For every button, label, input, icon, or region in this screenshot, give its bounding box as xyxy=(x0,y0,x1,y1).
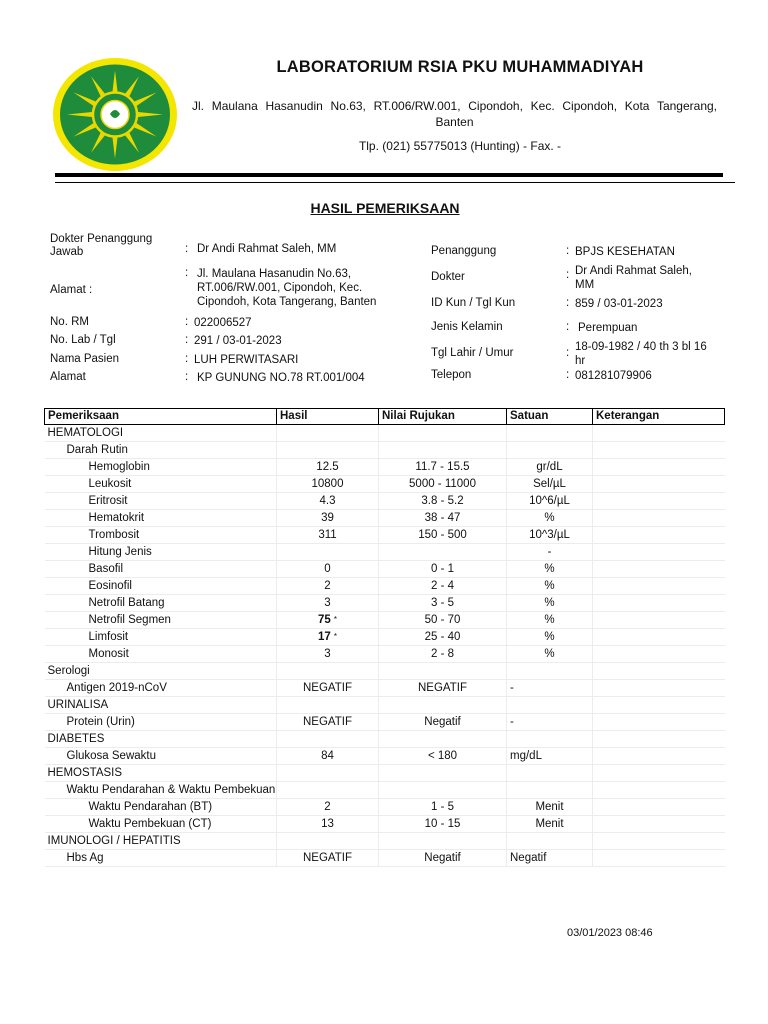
cell-hasil xyxy=(277,646,379,663)
table-row xyxy=(45,493,725,510)
cell-satuan: 10^3/µL xyxy=(507,527,593,544)
cell-pemeriksaan: DIABETES xyxy=(45,731,277,748)
table-row xyxy=(45,544,725,561)
cell-hasil xyxy=(277,425,379,442)
label-no-rm: No. RM xyxy=(50,316,89,328)
label-alamat-lab: Alamat : xyxy=(50,284,93,296)
cell-keterangan xyxy=(593,850,725,867)
colon: : xyxy=(185,316,189,328)
cell-pemeriksaan: Basofil xyxy=(45,561,277,578)
label-telepon: Telepon xyxy=(431,369,472,381)
report-title: HASIL PEMERIKSAAN xyxy=(310,200,460,216)
colon: : xyxy=(185,353,189,365)
cell-keterangan xyxy=(593,782,725,799)
cell-satuan xyxy=(507,663,593,680)
cell-nilai-rujukan: 3 - 5 xyxy=(379,595,507,612)
cell-keterangan xyxy=(593,799,725,816)
cell-pemeriksaan: HEMOSTASIS xyxy=(45,765,277,782)
header-divider-thick xyxy=(55,173,723,177)
table-row xyxy=(45,476,725,493)
lab-phone: Tlp. (021) 55775013 (Hunting) - Fax. - xyxy=(358,139,562,153)
header-satuan: Satuan xyxy=(507,409,593,425)
cell-nilai-rujukan xyxy=(379,442,507,459)
cell-nilai-rujukan: < 180 xyxy=(379,748,507,765)
label-id-kun: ID Kun / Tgl Kun xyxy=(431,297,516,309)
label-tgl-lahir: Tgl Lahir / Umur xyxy=(431,347,514,359)
cell-pemeriksaan: URINALISA xyxy=(45,697,277,714)
cell-nilai-rujukan: 3.8 - 5.2 xyxy=(379,493,507,510)
table-row xyxy=(45,510,725,527)
printed-timestamp: 03/01/2023 08:46 xyxy=(567,927,653,939)
table-row xyxy=(45,646,725,663)
cell-nilai-rujukan: 50 - 70 xyxy=(379,612,507,629)
table-row xyxy=(45,799,725,816)
cell-satuan xyxy=(507,442,593,459)
cell-nilai-rujukan xyxy=(379,765,507,782)
colon: : xyxy=(185,267,189,279)
colon: : xyxy=(566,347,570,359)
results-body xyxy=(45,425,725,867)
cell-hasil xyxy=(277,612,379,629)
hasil-value: NEGATIF xyxy=(303,682,352,694)
results-table xyxy=(44,408,725,867)
table-row xyxy=(45,527,725,544)
cell-pemeriksaan: Hbs Ag xyxy=(45,850,277,867)
cell-keterangan xyxy=(593,595,725,612)
cell-satuan: Menit xyxy=(507,799,593,816)
table-row xyxy=(45,595,725,612)
colon: : xyxy=(566,245,570,257)
colon: : xyxy=(566,269,570,281)
label-jenis-kelamin: Jenis Kelamin xyxy=(431,321,503,333)
cell-nilai-rujukan xyxy=(379,782,507,799)
cell-hasil xyxy=(277,527,379,544)
cell-satuan: % xyxy=(507,629,593,646)
cell-hasil xyxy=(277,697,379,714)
cell-pemeriksaan: Trombosit xyxy=(45,527,277,544)
cell-nilai-rujukan xyxy=(379,425,507,442)
table-row xyxy=(45,833,725,850)
cell-keterangan xyxy=(593,680,725,697)
hasil-value: 39 xyxy=(321,512,334,524)
cell-hasil xyxy=(277,510,379,527)
header-hasil: Hasil xyxy=(277,409,379,425)
hasil-value: NEGATIF xyxy=(303,716,352,728)
colon: : xyxy=(566,297,570,309)
table-row xyxy=(45,680,725,697)
label-no-lab: No. Lab / Tgl xyxy=(50,334,116,346)
header-keterangan: Keterangan xyxy=(593,409,725,425)
cell-keterangan xyxy=(593,629,725,646)
cell-keterangan xyxy=(593,612,725,629)
cell-pemeriksaan: HEMATOLOGI xyxy=(45,425,277,442)
table-row xyxy=(45,782,725,799)
cell-satuan: Menit xyxy=(507,816,593,833)
value-no-rm: 022006527 xyxy=(194,317,252,329)
abnormal-flag: * xyxy=(333,615,337,624)
hasil-value: 13 xyxy=(321,818,334,830)
hasil-value: 75 xyxy=(318,614,331,626)
table-row xyxy=(45,663,725,680)
colon: : xyxy=(566,321,570,333)
cell-satuan xyxy=(507,425,593,442)
cell-satuan xyxy=(507,782,593,799)
value-alamat-pasien: KP GUNUNG NO.78 RT.001/004 xyxy=(197,372,365,384)
cell-nilai-rujukan: 38 - 47 xyxy=(379,510,507,527)
cell-hasil xyxy=(277,459,379,476)
abnormal-flag: * xyxy=(333,632,337,641)
hasil-value: 3 xyxy=(324,597,331,609)
cell-hasil xyxy=(277,816,379,833)
cell-nilai-rujukan: Negatif xyxy=(379,850,507,867)
cell-satuan: % xyxy=(507,578,593,595)
table-row xyxy=(45,612,725,629)
value-penanggung: BPJS KESEHATAN xyxy=(575,246,675,258)
cell-hasil xyxy=(277,629,379,646)
value-tgl-lahir: 18-09-1982 / 40 th 3 bl 16 hr xyxy=(575,341,707,367)
cell-satuan: - xyxy=(507,680,593,697)
cell-nilai-rujukan: 2 - 4 xyxy=(379,578,507,595)
table-row xyxy=(45,731,725,748)
cell-nilai-rujukan: NEGATIF xyxy=(379,680,507,697)
cell-pemeriksaan: Glukosa Sewaktu xyxy=(45,748,277,765)
cell-satuan xyxy=(507,765,593,782)
header-divider-thin xyxy=(55,182,735,183)
cell-hasil xyxy=(277,765,379,782)
cell-satuan: - xyxy=(507,714,593,731)
cell-hasil xyxy=(277,476,379,493)
table-row xyxy=(45,425,725,442)
table-row xyxy=(45,578,725,595)
cell-keterangan xyxy=(593,476,725,493)
cell-pemeriksaan: Waktu Pendarahan & Waktu Pembekuan xyxy=(45,782,277,799)
cell-pemeriksaan: Waktu Pembekuan (CT) xyxy=(45,816,277,833)
cell-nilai-rujukan xyxy=(379,833,507,850)
cell-pemeriksaan: Netrofil Segmen xyxy=(45,612,277,629)
cell-satuan: gr/dL xyxy=(507,459,593,476)
cell-satuan xyxy=(507,697,593,714)
value-nama-pasien: LUH PERWITASARI xyxy=(194,354,299,366)
value-id-kun: 859 / 03-01-2023 xyxy=(575,298,663,310)
table-row xyxy=(45,459,725,476)
cell-nilai-rujukan xyxy=(379,663,507,680)
cell-pemeriksaan: Antigen 2019-nCoV xyxy=(45,680,277,697)
table-row xyxy=(45,816,725,833)
cell-keterangan xyxy=(593,816,725,833)
cell-hasil xyxy=(277,680,379,697)
cell-keterangan xyxy=(593,561,725,578)
value-alamat-lab: Jl. Maulana Hasanudin No.63, RT.006/RW.001, Cipondoh, Kec. Cipondoh, Kota Tangerang, Banten xyxy=(197,268,377,308)
value-dokter-penanggung-jawab: Dr Andi Rahmat Saleh, MM xyxy=(197,243,337,255)
label-dokter-penanggung-jawab: Dokter Penanggung Jawab xyxy=(50,233,153,258)
label-alamat-pasien: Alamat xyxy=(50,371,86,383)
table-row xyxy=(45,714,725,731)
table-row xyxy=(45,748,725,765)
cell-satuan: % xyxy=(507,561,593,578)
lab-name: LABORATORIUM RSIA PKU MUHAMMADIYAH xyxy=(276,58,644,76)
cell-keterangan xyxy=(593,425,725,442)
cell-keterangan xyxy=(593,748,725,765)
cell-keterangan xyxy=(593,527,725,544)
cell-keterangan xyxy=(593,663,725,680)
lab-address: Jl. Maulana Hasanudin No.63, RT.006/RW.001, Cipondoh, Kec. Cipondoh, Kota Tangerang, Banten xyxy=(192,99,717,129)
cell-pemeriksaan: Hematokrit xyxy=(45,510,277,527)
cell-nilai-rujukan: 1 - 5 xyxy=(379,799,507,816)
colon: : xyxy=(185,371,189,383)
cell-hasil xyxy=(277,663,379,680)
cell-satuan: 10^6/µL xyxy=(507,493,593,510)
table-row xyxy=(45,765,725,782)
cell-keterangan xyxy=(593,833,725,850)
cell-nilai-rujukan xyxy=(379,544,507,561)
cell-keterangan xyxy=(593,493,725,510)
cell-pemeriksaan: Limfosit xyxy=(45,629,277,646)
hasil-value: 84 xyxy=(321,750,334,762)
table-row xyxy=(45,697,725,714)
hasil-value: 17 xyxy=(318,631,331,643)
cell-keterangan xyxy=(593,442,725,459)
cell-hasil xyxy=(277,833,379,850)
hasil-value: 2 xyxy=(324,801,331,813)
cell-hasil xyxy=(277,731,379,748)
cell-pemeriksaan: Monosit xyxy=(45,646,277,663)
hasil-value: 2 xyxy=(324,580,331,592)
cell-hasil xyxy=(277,544,379,561)
cell-keterangan xyxy=(593,544,725,561)
cell-keterangan xyxy=(593,646,725,663)
label-penanggung: Penanggung xyxy=(431,245,497,257)
table-row xyxy=(45,561,725,578)
cell-hasil xyxy=(277,748,379,765)
value-dokter: Dr Andi Rahmat Saleh, MM xyxy=(575,265,692,291)
cell-nilai-rujukan: 11.7 - 15.5 xyxy=(379,459,507,476)
cell-hasil xyxy=(277,850,379,867)
cell-keterangan xyxy=(593,714,725,731)
cell-satuan: - xyxy=(507,544,593,561)
hasil-value: 4.3 xyxy=(319,495,336,507)
header-nilai-rujukan: Nilai Rujukan xyxy=(379,409,507,425)
hasil-value: 3 xyxy=(324,648,331,660)
hasil-value: 10800 xyxy=(311,478,344,490)
cell-satuan: % xyxy=(507,510,593,527)
cell-pemeriksaan: Hitung Jenis xyxy=(45,544,277,561)
cell-satuan: % xyxy=(507,612,593,629)
colon: : xyxy=(185,334,189,346)
cell-hasil xyxy=(277,595,379,612)
table-row xyxy=(45,629,725,646)
cell-pemeriksaan: Leukosit xyxy=(45,476,277,493)
cell-pemeriksaan: Darah Rutin xyxy=(45,442,277,459)
cell-keterangan xyxy=(593,578,725,595)
cell-keterangan xyxy=(593,697,725,714)
colon: : xyxy=(566,369,570,381)
cell-hasil xyxy=(277,714,379,731)
hasil-value: 0 xyxy=(324,563,331,575)
cell-hasil xyxy=(277,493,379,510)
value-no-lab: 291 / 03-01-2023 xyxy=(194,335,282,347)
cell-nilai-rujukan: 2 - 8 xyxy=(379,646,507,663)
cell-hasil xyxy=(277,561,379,578)
cell-keterangan xyxy=(593,510,725,527)
cell-satuan xyxy=(507,731,593,748)
label-dokter: Dokter xyxy=(431,271,465,283)
cell-satuan xyxy=(507,833,593,850)
cell-nilai-rujukan: 0 - 1 xyxy=(379,561,507,578)
cell-satuan: mg/dL xyxy=(507,748,593,765)
cell-hasil xyxy=(277,799,379,816)
cell-nilai-rujukan xyxy=(379,731,507,748)
cell-pemeriksaan: Hemoglobin xyxy=(45,459,277,476)
table-row xyxy=(45,442,725,459)
label-nama-pasien: Nama Pasien xyxy=(50,353,120,365)
cell-pemeriksaan: Serologi xyxy=(45,663,277,680)
cell-nilai-rujukan: Negatif xyxy=(379,714,507,731)
cell-nilai-rujukan: 5000 - 11000 xyxy=(379,476,507,493)
header-pemeriksaan: Pemeriksaan xyxy=(45,409,277,425)
cell-satuan: Negatif xyxy=(507,850,593,867)
table-row xyxy=(45,850,725,867)
cell-nilai-rujukan xyxy=(379,697,507,714)
cell-satuan: Sel/µL xyxy=(507,476,593,493)
hasil-value: 311 xyxy=(318,529,337,541)
table-header-row xyxy=(45,409,725,425)
cell-pemeriksaan: Protein (Urin) xyxy=(45,714,277,731)
cell-hasil xyxy=(277,578,379,595)
cell-keterangan xyxy=(593,459,725,476)
muhammadiyah-logo xyxy=(52,57,178,172)
cell-hasil xyxy=(277,442,379,459)
hasil-value: 12.5 xyxy=(316,461,339,473)
cell-keterangan xyxy=(593,731,725,748)
cell-pemeriksaan: IMUNOLOGI / HEPATITIS xyxy=(45,833,277,850)
cell-satuan: % xyxy=(507,646,593,663)
value-jenis-kelamin: Perempuan xyxy=(578,322,638,334)
cell-satuan: % xyxy=(507,595,593,612)
cell-pemeriksaan: Netrofil Batang xyxy=(45,595,277,612)
cell-nilai-rujukan: 10 - 15 xyxy=(379,816,507,833)
cell-nilai-rujukan: 25 - 40 xyxy=(379,629,507,646)
colon: : xyxy=(185,243,189,255)
cell-keterangan xyxy=(593,765,725,782)
cell-pemeriksaan: Waktu Pendarahan (BT) xyxy=(45,799,277,816)
value-telepon: 081281079906 xyxy=(575,370,652,382)
hasil-value: NEGATIF xyxy=(303,852,352,864)
cell-pemeriksaan: Eosinofil xyxy=(45,578,277,595)
cell-pemeriksaan: Eritrosit xyxy=(45,493,277,510)
cell-hasil xyxy=(277,782,379,799)
cell-nilai-rujukan: 150 - 500 xyxy=(379,527,507,544)
